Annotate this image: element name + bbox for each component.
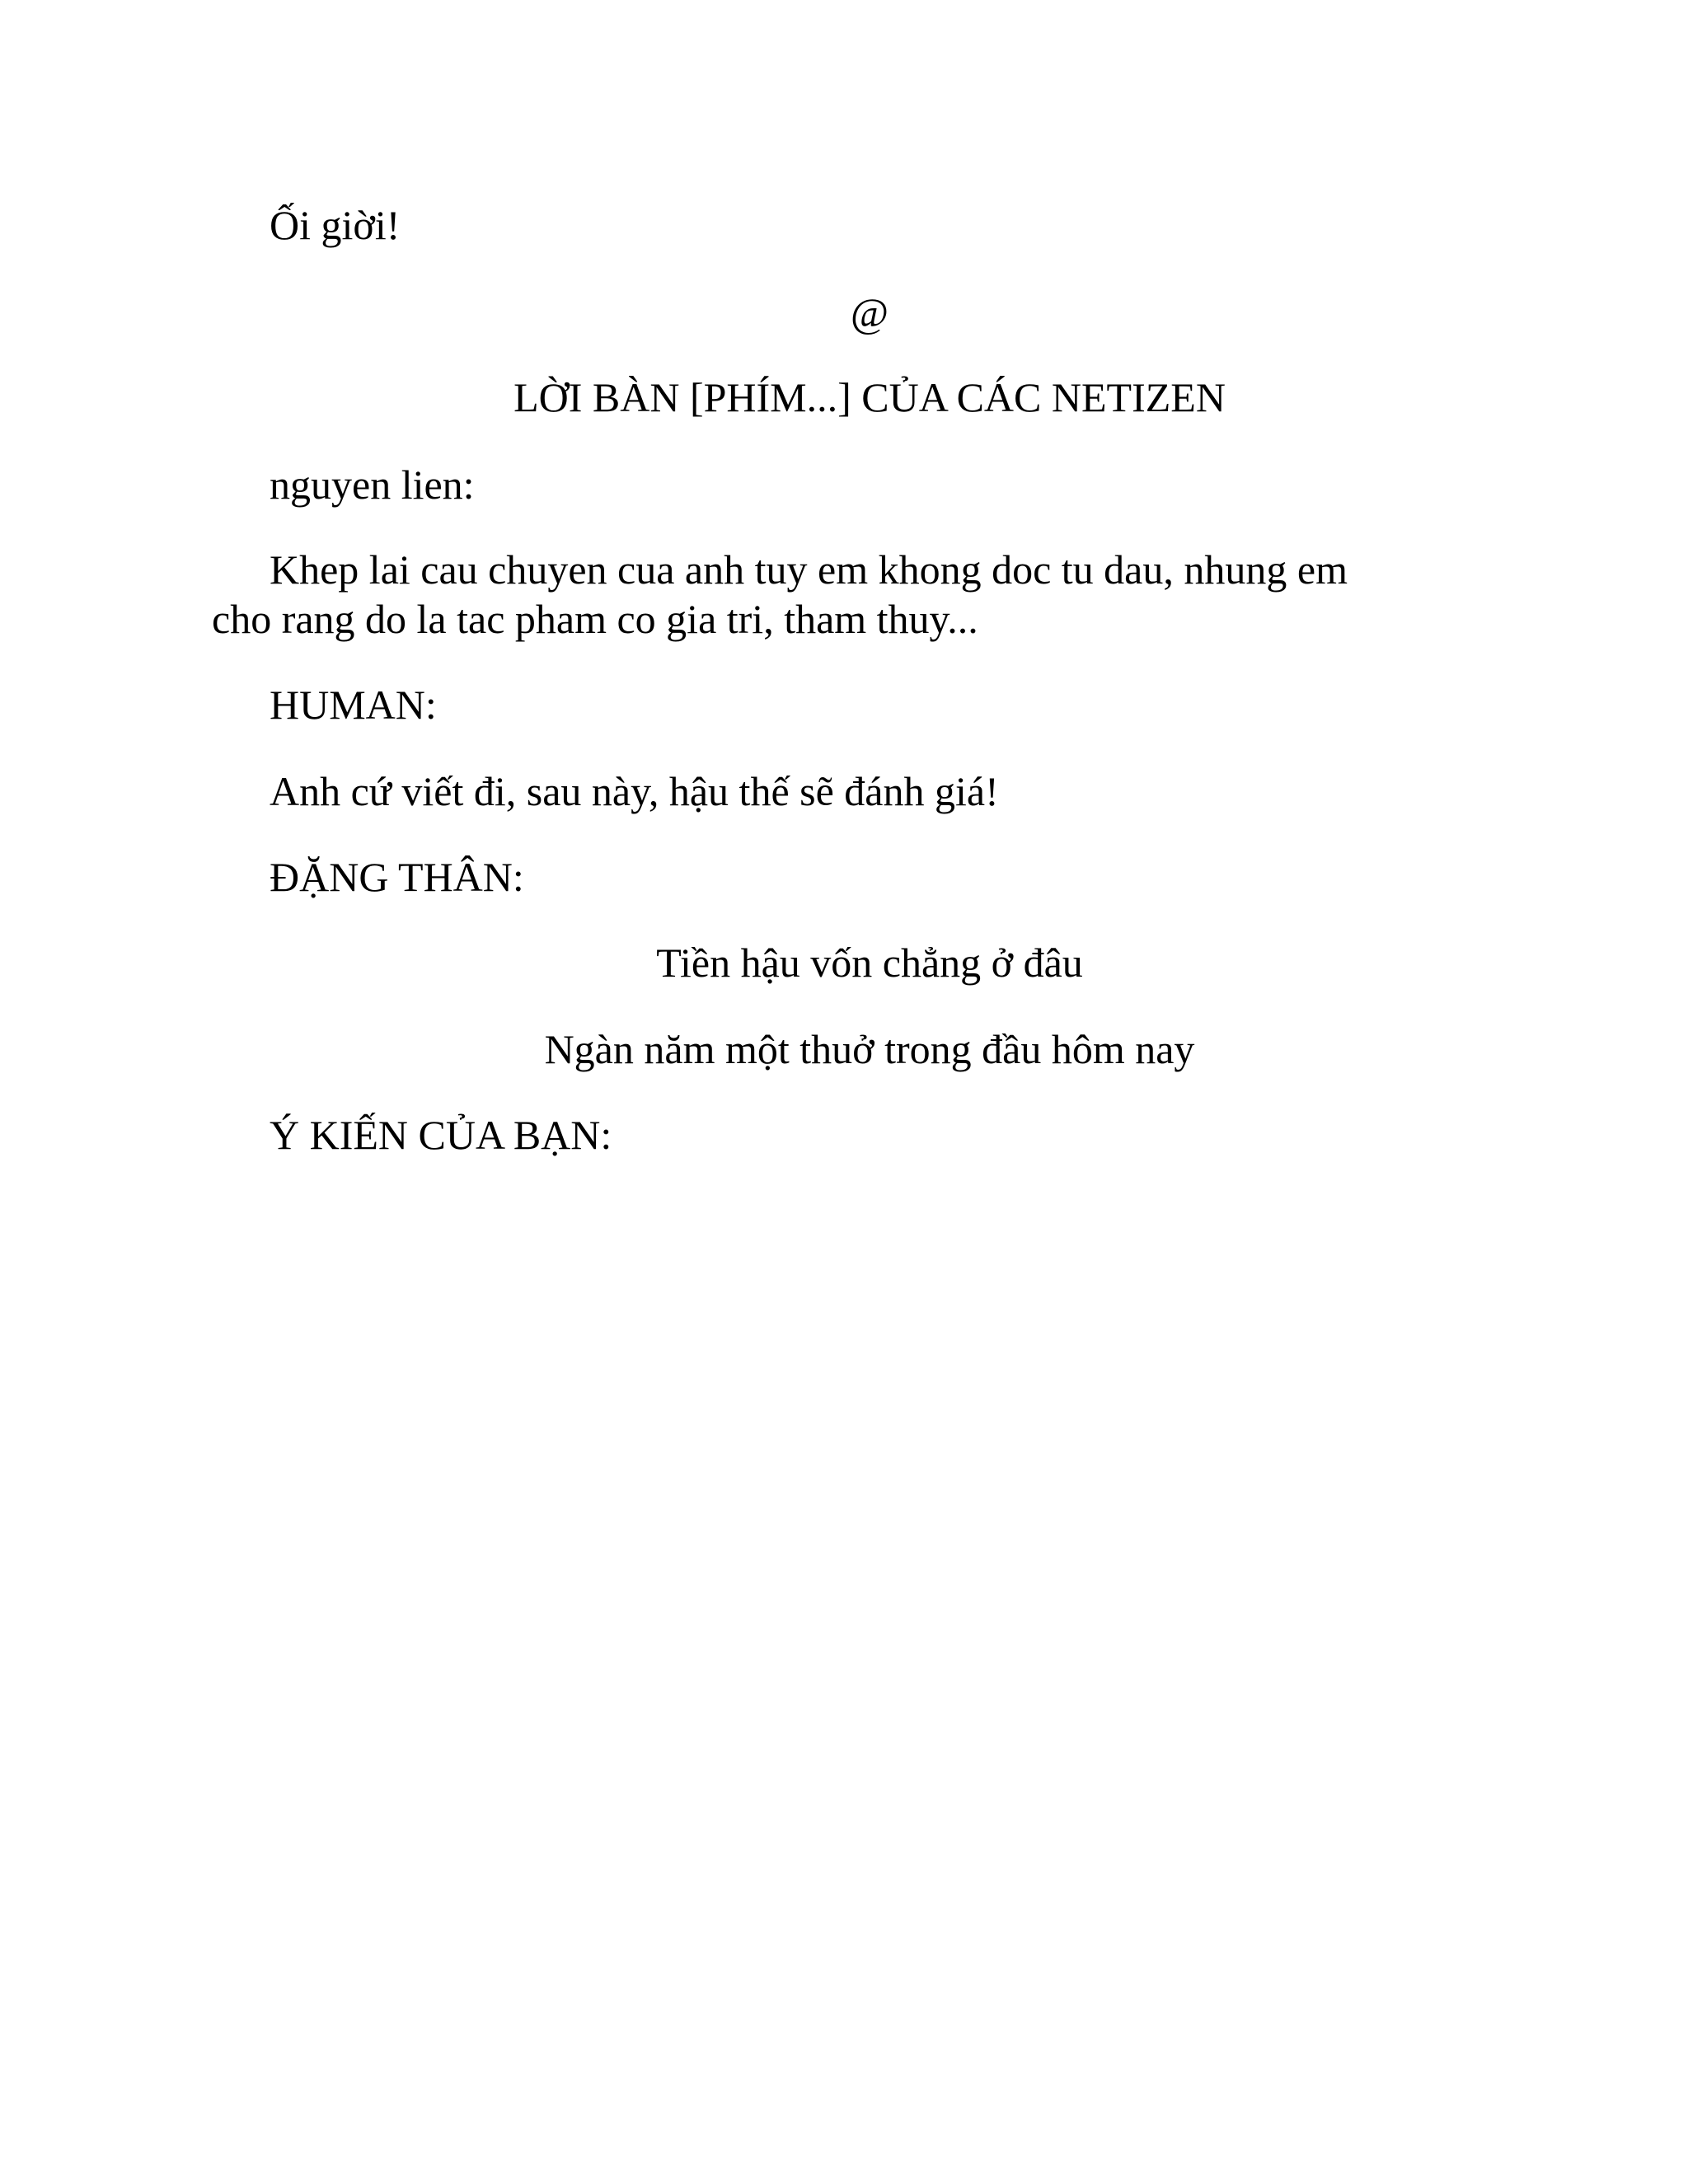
separator-symbol: @	[850, 289, 889, 335]
verse-line: Tiền hậu vốn chẳng ở đâu	[656, 940, 1083, 986]
comment-text-line: Khep lai cau chuyen cua anh tuy em khong doc tu dau, nhung em	[270, 546, 1348, 593]
your-opinion-label: Ý KIẾN CỦA BẠN:	[270, 1112, 612, 1158]
comment-text-line: Anh cứ viết đi, sau này, hậu thế sẽ đánh giá!	[270, 768, 999, 814]
exclamation-text: Ối giời!	[270, 202, 401, 248]
comment-text-line: cho rang do la tac pham co gia tri, tham thuy...	[212, 596, 978, 642]
section-title: LỜI BÀN [PHÍM...] CỦA CÁC NETIZEN	[513, 374, 1226, 420]
verse-line: Ngàn năm một thuở trong đầu hôm nay	[544, 1026, 1195, 1072]
comment-author: nguyen lien:	[270, 462, 475, 508]
comment-author: HUMAN:	[270, 682, 437, 728]
comment-author: ĐẶNG THÂN:	[270, 854, 524, 900]
